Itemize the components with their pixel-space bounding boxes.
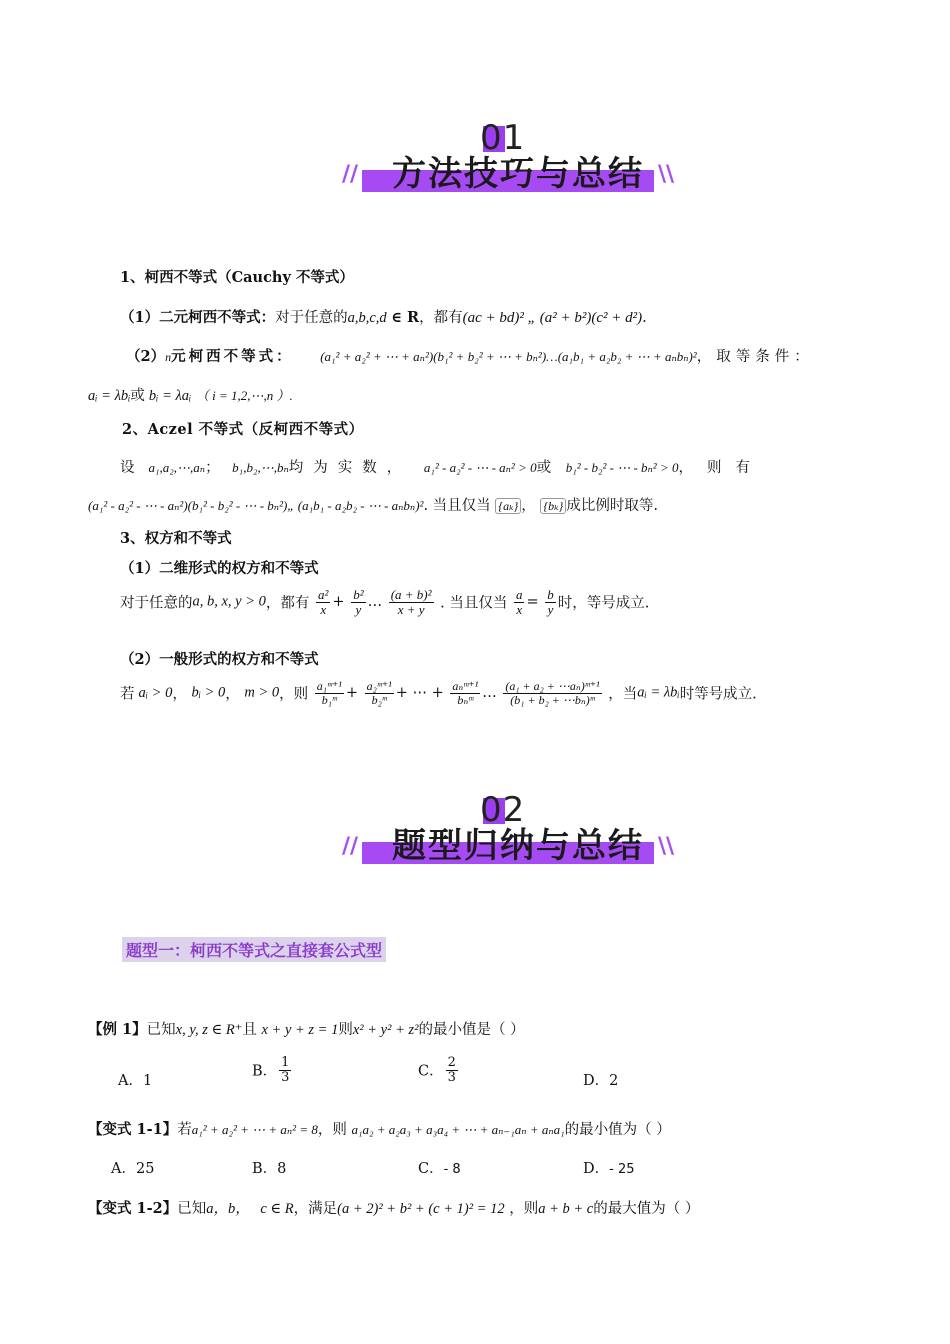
para-power-2d: 对于任意的a, b, x, y > 0，都有 $\frac{\text{a²}}{x}$ + $\frac{\text{b²}}{y}$ … $\frac{\text{(a + b)²}}{x + y}$ . 当且仅当 $\frac{a}{x}$ = $\frac{b}{y}$ 时，等号成立. (120, 587, 650, 617)
variant-1-1-option-d: D．- 25 (583, 1161, 635, 1177)
variant-1-1-option-a: A．25 (111, 1161, 155, 1177)
heading-cauchy: 1、柯西不等式（Cauchy 不等式） (120, 269, 354, 286)
para-aczel-1: 设 a₁,a₂,⋯,aₙ； b₁,b₂,⋯,bₙ均为实数， a₁² - a₂² - ⋯ - aₙ² > 0或 b₁² - b₂² - ⋯ - bₙ² > 0，则有 (120, 460, 764, 476)
para-cauchy-cond: aᵢ = λbᵢ或 bᵢ = λaᵢ （ i = 1,2,⋯,n ）. (88, 388, 293, 404)
slash-right-icon: \\ (658, 162, 675, 187)
banner-number: 01 (480, 118, 526, 158)
variant-1-2-question: 【变式 1-2】已知a，b， c ∈ R，满足(a + 2)² + b² + (c + 1)² = 12 ，则a + b + c的最大值为（ ） (88, 1200, 700, 1217)
question-type-tag: 题型一：柯西不等式之直接套公式型 (122, 937, 386, 962)
section-banner-2 (340, 790, 680, 890)
heading-power-mean: 3、权方和不等式 (120, 530, 232, 547)
variant-1-1-option-b: B．8 (252, 1161, 287, 1177)
slash-left-icon: // (342, 834, 359, 859)
para-cauchy-n: （2）n元柯西不等式： (a₁² + a₂² + ⋯ + aₙ²)(b₁² + b₂² + ⋯ + bₙ²)…(a₁b₁ + a₂b₂ + ⋯ + aₙbₙ)²，取等条件： (126, 348, 814, 365)
slash-right-icon: \\ (658, 834, 675, 859)
banner-number: 02 (480, 790, 526, 830)
para-aczel-2: (a₁² - a₂² - ⋯ - aₙ²)(b₁² - b₂² - ⋯ - bₙ²)„ (a₁b₁ - a₂b₂ - ⋯ - aₙbₙ)². 当且仅当 {aₖ} ， {bₖ} 成比例时取等. (88, 498, 658, 514)
example-1-option-d: D．2 (583, 1073, 619, 1089)
example-1-option-b: B． $\frac{1}{3}$ (252, 1055, 290, 1085)
variant-1-1-question: 【变式 1-1】若a₁² + a₂² + ⋯ + aₙ² = 8，则 a₁a₂ + a₂a₃ + a₃a₄ + ⋯ + aₙ₋₁aₙ + aₙa₁的最小值为（ ） (88, 1121, 671, 1138)
para-cauchy-2d: （1）二元柯西不等式：对于任意的a,b,c,d ∈ R，都有(ac + bd)² „ (a² + b²)(c² + d²). (120, 309, 647, 326)
variant-1-1-option-c: C．- 8 (418, 1161, 461, 1177)
subheading-general: （2）一般形式的权方和不等式 (120, 651, 319, 668)
subheading-2d: （1）二维形式的权方和不等式 (120, 560, 319, 577)
example-1-question: 【例 1】已知x, y, z ∈ R⁺且 x + y + z = 1则x² + y² + z²的最小值是（ ） (88, 1021, 525, 1038)
para-power-general: 若 aᵢ > 0， bᵢ > 0， m > 0，则 $\frac{\text{a₁ᵐ⁺¹}}{\text{b₁ᵐ}}$ + $\frac{\text{a₂ᵐ⁺¹}}{\text{b₂ᵐ}}$ + ⋯ + $\frac{\text{aₙᵐ⁺¹}}{\text{bₙᵐ}}$ … $\frac{\text{(a₁ + a₂ + ⋯aₙ)ᵐ⁺¹}}{\text{(b₁ + b₂ + ⋯bₙ)ᵐ}}$ ，当aᵢ = λbᵢ时等号成立. (120, 679, 757, 707)
heading-aczel: 2、Aczel 不等式（反柯西不等式） (122, 421, 364, 438)
example-1-option-a: A．1 (118, 1073, 153, 1089)
example-1-option-c: C． $\frac{2}{3}$ (418, 1055, 456, 1085)
slash-left-icon: // (342, 162, 359, 187)
section-banner-1 (340, 118, 680, 218)
banner-title: 题型归纳与总结 (392, 826, 644, 866)
banner-title: 方法技巧与总结 (392, 154, 644, 194)
